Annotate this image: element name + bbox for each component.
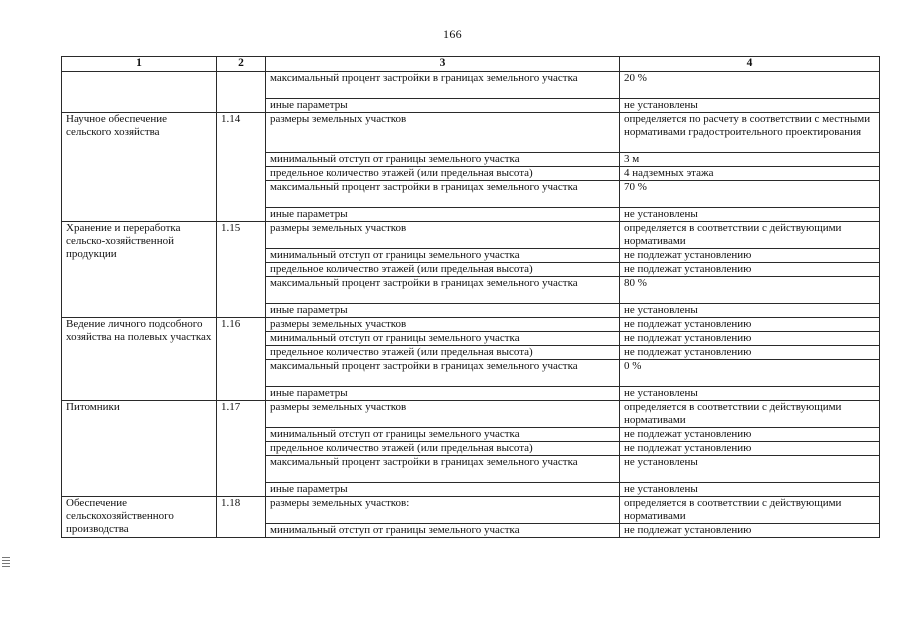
parameter-name: размеры земельных участков: [266, 318, 620, 332]
land-use-code: 1.15: [217, 222, 266, 318]
parameter-name: максимальный процент застройки в границах земельного участка: [266, 360, 620, 387]
parameter-value: не установлены: [620, 208, 880, 222]
parameter-value: 4 надземных этажа: [620, 167, 880, 181]
parameter-name: максимальный процент застройки в границах земельного участка: [266, 277, 620, 304]
column-header-1: 1: [62, 57, 217, 72]
parameter-value: определяется в соответствии с действующими нормативами: [620, 497, 880, 524]
land-use-code: [217, 72, 266, 113]
table-row: [62, 318, 880, 332]
land-use-name: Ведение личного подсобного хозяйства на полевых участках: [62, 318, 217, 401]
parameter-value: определяется по расчету в соответствии с местными нормативами градостроительного проектирования: [620, 113, 880, 153]
column-header-3: 3: [266, 57, 620, 72]
parameter-name: предельное количество этажей (или предельная высота): [266, 442, 620, 456]
table-header-row: [62, 57, 880, 72]
parameter-value: не установлены: [620, 304, 880, 318]
parameter-value: 3 м: [620, 153, 880, 167]
table-row: [62, 72, 880, 99]
parameter-name: минимальный отступ от границы земельного участка: [266, 249, 620, 263]
parameter-name: предельное количество этажей (или предельная высота): [266, 167, 620, 181]
parameter-name: иные параметры: [266, 99, 620, 113]
parameter-value: не подлежат установлению: [620, 346, 880, 360]
parameter-value: не установлены: [620, 483, 880, 497]
parameter-value: 80 %: [620, 277, 880, 304]
parameter-value: не установлены: [620, 456, 880, 483]
land-use-code: 1.16: [217, 318, 266, 401]
land-use-name: Питомники: [62, 401, 217, 497]
column-header-2: 2: [217, 57, 266, 72]
land-use-name: Научное обеспечение сельского хозяйства: [62, 113, 217, 222]
parameter-name: максимальный процент застройки в границах земельного участка: [266, 72, 620, 99]
parameter-name: максимальный процент застройки в границах земельного участка: [266, 181, 620, 208]
page-number: 166: [443, 27, 462, 41]
parameter-name: минимальный отступ от границы земельного участка: [266, 153, 620, 167]
parameter-name: предельное количество этажей (или предельная высота): [266, 346, 620, 360]
parameter-value: не подлежат установлению: [620, 249, 880, 263]
land-use-name: Хранение и переработка сельско-хозяйственной продукции: [62, 222, 217, 318]
parameter-value: не установлены: [620, 387, 880, 401]
parameter-value: не подлежат установлению: [620, 442, 880, 456]
parameter-name: размеры земельных участков: [266, 113, 620, 153]
parameter-name: иные параметры: [266, 483, 620, 497]
regulations-table: [61, 56, 880, 538]
parameter-value: не подлежат установлению: [620, 332, 880, 346]
parameter-name: размеры земельных участков: [266, 222, 620, 249]
parameter-value: не установлены: [620, 99, 880, 113]
parameter-name: иные параметры: [266, 387, 620, 401]
parameter-value: 70 %: [620, 181, 880, 208]
land-use-code: 1.14: [217, 113, 266, 222]
parameter-name: минимальный отступ от границы земельного участка: [266, 332, 620, 346]
parameter-name: иные параметры: [266, 304, 620, 318]
parameter-value: определяется в соответствии с действующими нормативами: [620, 222, 880, 249]
land-use-name: [62, 72, 217, 113]
land-use-name: Обеспечение сельскохозяйственного производства: [62, 497, 217, 538]
parameter-name: максимальный процент застройки в границах земельного участка: [266, 456, 620, 483]
table-row: [62, 113, 880, 153]
parameter-name: иные параметры: [266, 208, 620, 222]
parameter-value: 0 %: [620, 360, 880, 387]
parameter-name: размеры земельных участков:: [266, 497, 620, 524]
parameter-value: не подлежат установлению: [620, 524, 880, 538]
parameter-name: размеры земельных участков: [266, 401, 620, 428]
parameter-name: минимальный отступ от границы земельного участка: [266, 524, 620, 538]
parameter-value: 20 %: [620, 72, 880, 99]
table-row: [62, 222, 880, 249]
table-row: [62, 497, 880, 524]
parameter-name: предельное количество этажей (или предельная высота): [266, 263, 620, 277]
parameter-name: минимальный отступ от границы земельного участка: [266, 428, 620, 442]
land-use-code: 1.17: [217, 401, 266, 497]
land-use-code: 1.18: [217, 497, 266, 538]
parameter-value: не подлежат установлению: [620, 428, 880, 442]
column-header-4: 4: [620, 57, 880, 72]
table-row: [62, 401, 880, 428]
parameter-value: определяется в соответствии с действующими нормативами: [620, 401, 880, 428]
parameter-value: не подлежат установлению: [620, 263, 880, 277]
scan-margin-mark: [2, 557, 10, 575]
parameter-value: не подлежат установлению: [620, 318, 880, 332]
